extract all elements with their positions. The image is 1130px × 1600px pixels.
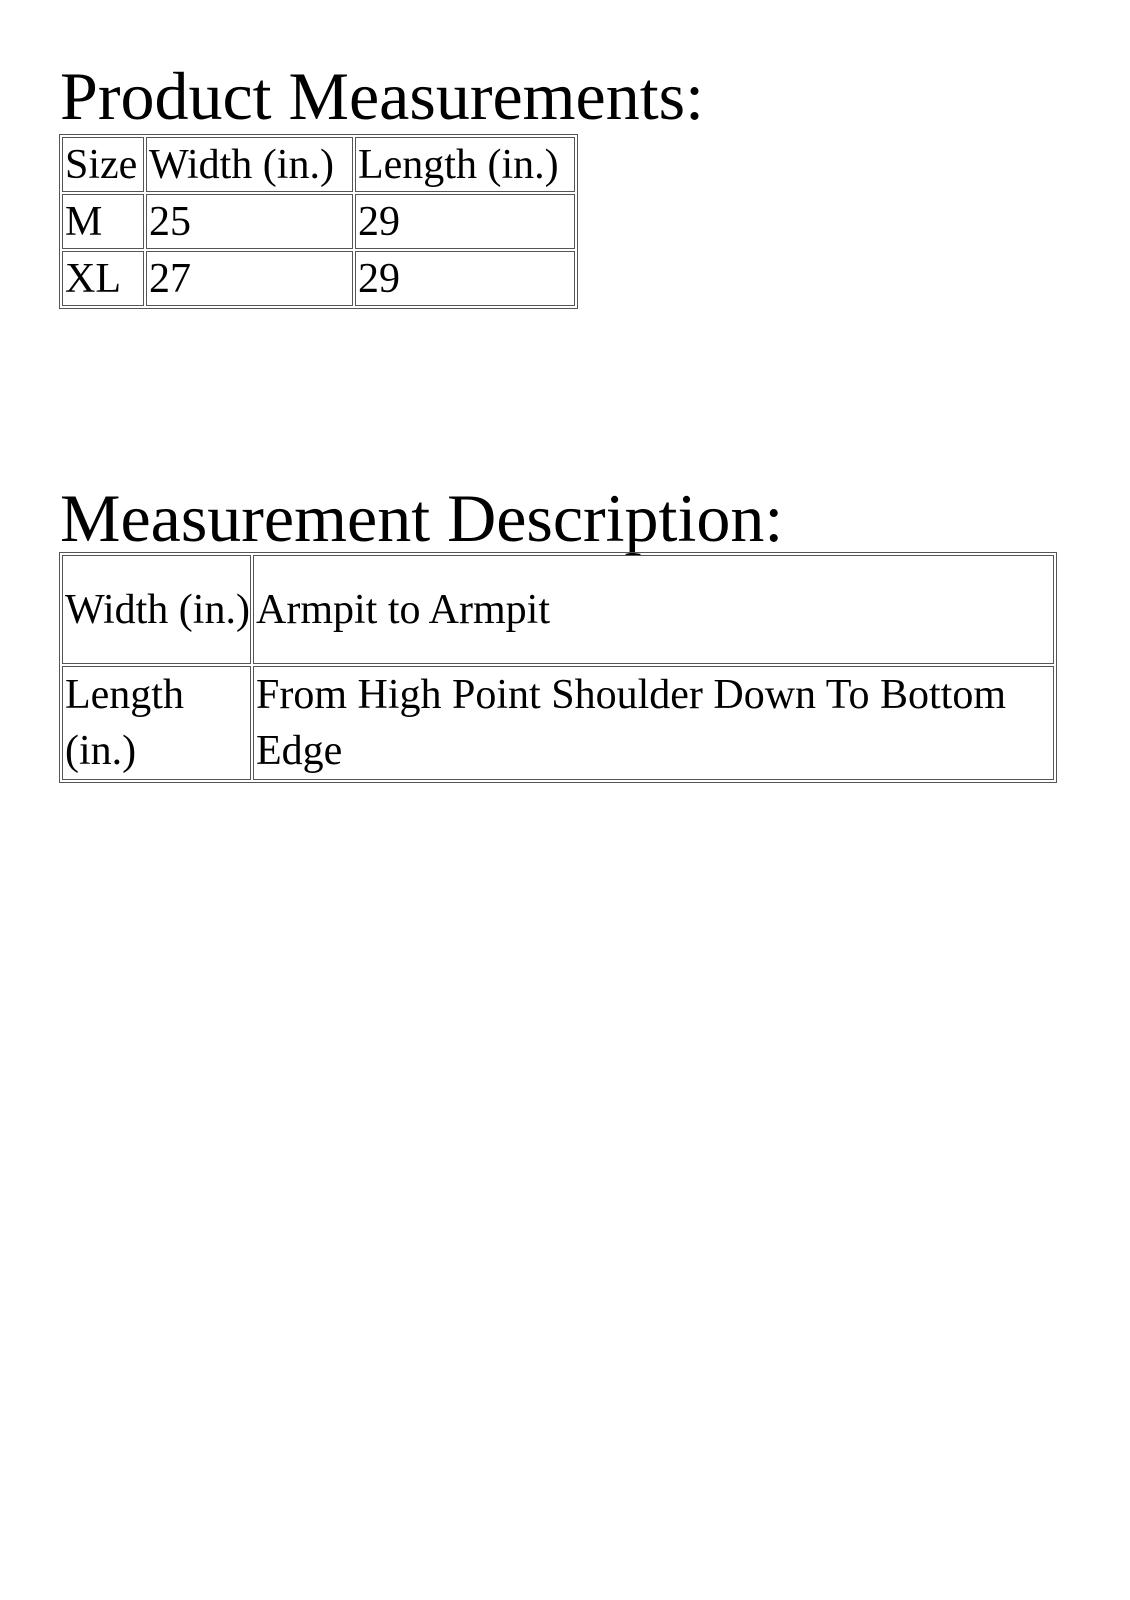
description-term: Width (in.) (62, 555, 251, 664)
header-size: Size (62, 137, 144, 192)
measurement-description-heading: Measurement Description: (60, 480, 784, 556)
table-row (62, 666, 1054, 780)
cell-size: XL (62, 251, 144, 306)
product-measurements-heading: Product Measurements: (60, 58, 704, 134)
description-text: Armpit to Armpit (253, 555, 1054, 664)
header-length: Length (in.) (355, 137, 575, 192)
measurement-description-table (59, 552, 1057, 783)
cell-width: 27 (146, 251, 353, 306)
table-header-row (62, 137, 575, 192)
cell-length: 29 (355, 194, 575, 249)
description-term: Length (in.) (62, 666, 251, 780)
header-width: Width (in.) (146, 137, 353, 192)
cell-width: 25 (146, 194, 353, 249)
description-text: From High Point Shoulder Down To Bottom Edge (253, 666, 1054, 780)
cell-size: M (62, 194, 144, 249)
table-row (62, 194, 575, 249)
cell-length: 29 (355, 251, 575, 306)
size-measurements-table (59, 134, 578, 309)
table-row (62, 555, 1054, 664)
table-row (62, 251, 575, 306)
